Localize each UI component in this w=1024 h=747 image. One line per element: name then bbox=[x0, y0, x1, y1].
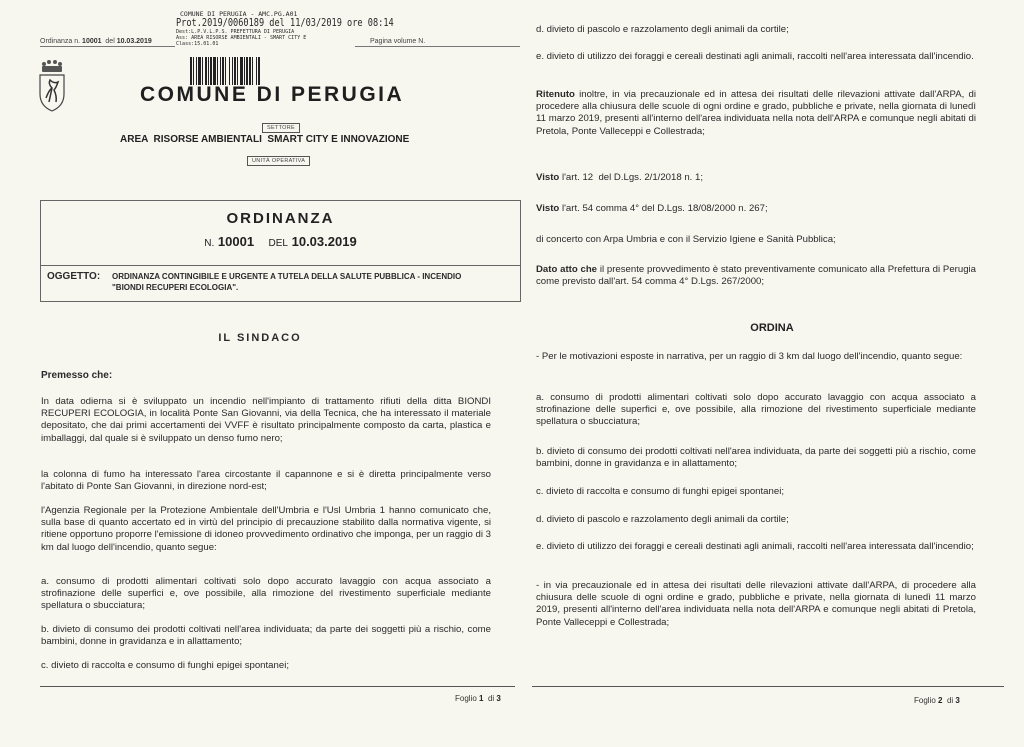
area-name: AREA RISORSE AMBIENTALI SMART CITY E INNOVAZIONE bbox=[120, 134, 410, 145]
visto-label: Visto bbox=[536, 172, 560, 183]
list-item: e. divieto di utilizzo dei foraggi e cereali destinati agli animali, raccolti nell'area interessata dall'incendio; bbox=[536, 541, 974, 552]
stamp-assignee: Ass: AREA RISORSE AMBIENTALI - SMART CITY E bbox=[176, 35, 307, 42]
list-item: - Per le motivazioni esposte in narrativa, per un raggio di 3 km dal luogo dell'incendio, quanto segue: bbox=[536, 351, 963, 362]
visto-label: Visto bbox=[536, 203, 560, 214]
dato-atto-label: Dato atto che bbox=[536, 264, 598, 275]
stamp-line-1: COMUNE DI PERUGIA - AMC.PG.A01 bbox=[180, 10, 298, 18]
list-item: a. consumo di prodotti alimentari coltivati solo dopo accurato lavaggio con acqua associato a strofinazione delle superfici e, ove possibile, alla rimozione del rivestimento superficiale mediante spellatura o sbucciatura; bbox=[41, 576, 491, 612]
visto-paragraph bbox=[536, 172, 976, 184]
stamp-destination: Dest:L.P.V.L.P.S. PREFETTURA DI PERUGIA bbox=[176, 29, 295, 35]
paragraph: la colonna di fumo ha interessato l'area circostante il capannone e si è diretta principalmente verso l'abitato di Ponte San Giovanni, in direzione nord-est; bbox=[41, 469, 491, 493]
list-item: b. divieto di consumo dei prodotti coltivati nell'area individuata, da parte dei soggetti più a rischio, come bambini, donne in gravidanza e in allattamento; bbox=[536, 446, 976, 470]
total-pages: 3 bbox=[955, 696, 960, 705]
n-label: N. bbox=[204, 238, 215, 249]
pagina-volume: Pagina volume N. bbox=[370, 38, 426, 45]
document-page-2 bbox=[520, 0, 1024, 747]
page-number: 1 bbox=[479, 694, 484, 703]
ordinance-number: 10001 bbox=[217, 234, 255, 249]
oggetto-label: OGGETTO: bbox=[47, 271, 101, 282]
list-item: d. divieto di pascolo e razzolamento degli animali da cortile; bbox=[536, 24, 789, 35]
visto-text: l'art. 54 comma 4° del D.Lgs. 18/08/2000 n. 267; bbox=[559, 203, 768, 214]
ordinance-date: 10.03.2019 bbox=[291, 234, 357, 249]
ritenuto-text: inoltre, in via precauzionale ed in attesa dei risultati delle rilevazioni attivate dall'ARPA, di procedere alla chiusura delle scuole di ogni ordine e grado, pubbliche e private, nella giornata di lunedì 11 marzo 2019, presenti all'interno dell'area individuata nella nota dell'ARPA e comunque negli abitati di Pretola, Ponte Valleceppi e Collestrada; bbox=[536, 89, 976, 137]
protocol-stamp bbox=[176, 10, 394, 48]
page-footer bbox=[914, 696, 960, 705]
foglio-label: Foglio bbox=[455, 694, 477, 703]
list-item: c. divieto di raccolta e consumo di funghi epigei spontanei; bbox=[41, 660, 289, 671]
ritenuto-paragraph bbox=[536, 89, 976, 138]
paragraph: l'Agenzia Regionale per la Protezione Ambientale dell'Umbria e l'Usl Umbria 1 hanno comunicato che, sulla base di quanto accertato ed in virtù del principio di precauzione stabilito dalla normativa vigente, si ritiene opportuno proporre l'emissione di idoneo provvedimento ordinativo che imponga, per un raggio di 3 km dal luogo dell'incendio, quanto segue: bbox=[41, 505, 491, 553]
list-item: d. divieto di pascolo e razzolamento degli animali da cortile; bbox=[536, 514, 789, 525]
ordinanza-number: 10001 bbox=[82, 38, 102, 45]
visto-paragraph bbox=[536, 203, 976, 215]
oggetto-line-2: "BIONDI RECUPERI ECOLOGIA". bbox=[112, 283, 239, 292]
ordinance-box bbox=[40, 200, 521, 302]
list-item: - in via precauzionale ed in attesa dei risultati delle rilevazioni attivate dall'ARPA, di procedere alla chiusura delle scuole di ogni ordine e grado, pubbliche e private, nella giornata di lunedì 11 marzo 2019, presenti all'interno dell'area individuata nella nota dell'ARPA e comunque negli abitati di Pretola, Ponte Valleceppi e Collestrada; bbox=[536, 580, 976, 628]
stamp-protocol-number: Prot.2019/0060189 del 11/03/2019 ore 08:14 bbox=[176, 17, 394, 29]
ritenuto-label: Ritenuto bbox=[536, 89, 575, 100]
page-footer bbox=[455, 694, 501, 703]
barcode-bar bbox=[260, 57, 261, 85]
municipality-name: COMUNE DI PERUGIA bbox=[140, 83, 405, 106]
barcode-icon bbox=[190, 57, 286, 85]
concerto-paragraph: di concerto con Arpa Umbria e con il Servizio Igiene e Sanità Pubblica; bbox=[536, 234, 836, 245]
del-label: DEL bbox=[268, 238, 288, 249]
list-item: c. divieto di raccolta e consumo di funghi epigei spontanei; bbox=[536, 486, 784, 497]
paragraph: In data odierna si è sviluppato un incendio nell'impianto di trattamento rifiuti della ditta BIONDI RECUPERI ECOLOGIA, in località Ponte San Giovanni, via della Tecnica, che ha interessato il materiale depositato, che dai primi accertamenti dei VVFF è risultato principalmente composto da carta, plastica e imballaggi, dal quale si è sviluppato un denso fumo nero; bbox=[41, 396, 491, 444]
foglio-label: Foglio bbox=[914, 696, 936, 705]
page-number: 2 bbox=[938, 696, 943, 705]
di-label: di bbox=[946, 696, 954, 705]
sindaco-heading: IL SINDACO bbox=[218, 332, 302, 344]
stamp-classification: Class:15.01.01 bbox=[176, 41, 219, 48]
list-item: e. divieto di utilizzo dei foraggi e cereali destinati agli animali, raccolti nell'area interessata dall'incendio. bbox=[536, 51, 974, 62]
header-rule-right bbox=[355, 46, 520, 47]
header-rule-left bbox=[40, 46, 175, 47]
footer-rule bbox=[40, 686, 515, 687]
coat-of-arms-icon bbox=[37, 58, 67, 114]
di-label: di bbox=[487, 694, 495, 703]
settore-label: SETTORE bbox=[262, 123, 300, 133]
total-pages: 3 bbox=[496, 694, 501, 703]
ordinance-title: ORDINANZA bbox=[226, 210, 335, 227]
list-item: a. consumo di prodotti alimentari coltivati solo dopo accurato lavaggio con acqua associato a strofinazione delle superfici e, ove possibile, alla rimozione del rivestimento superficiale mediante spellatura o sbucciatura; bbox=[536, 392, 976, 428]
ordinance-number-line bbox=[41, 234, 520, 249]
visto-text: l'art. 12 del D.Lgs. 2/1/2018 n. 1; bbox=[559, 172, 703, 183]
del-label: del bbox=[105, 38, 115, 45]
footer-rule bbox=[532, 686, 1004, 687]
ordinanza-label: Ordinanza n. bbox=[40, 38, 81, 45]
ordinanza-date: 10.03.2019 bbox=[116, 38, 152, 45]
dato-atto-paragraph bbox=[536, 264, 976, 288]
box-divider bbox=[41, 265, 520, 266]
dato-atto-text: il presente provvedimento è stato preventivamente comunicato alla Prefettura di Perugia come previsto dall'art. 54 comma 4° D.Lgs. 267/2000; bbox=[536, 264, 976, 288]
ordina-heading: ORDINA bbox=[750, 322, 794, 334]
unita-operativa-label: UNITÀ OPERATIVA bbox=[247, 156, 310, 166]
premesso-heading: Premesso che: bbox=[41, 370, 113, 381]
oggetto-line-1: ORDINANZA CONTINGIBILE E URGENTE A TUTELA DELLA SALUTE PUBBLICA - INCENDIO bbox=[112, 272, 462, 281]
list-item: b. divieto di consumo dei prodotti coltivati nell'area individuata; da parte dei soggetti più a rischio, come bambini, donne in gravidanza e in allattamento; bbox=[41, 624, 491, 648]
header-ordinanza-ref bbox=[40, 38, 152, 45]
oggetto-text bbox=[112, 271, 512, 293]
